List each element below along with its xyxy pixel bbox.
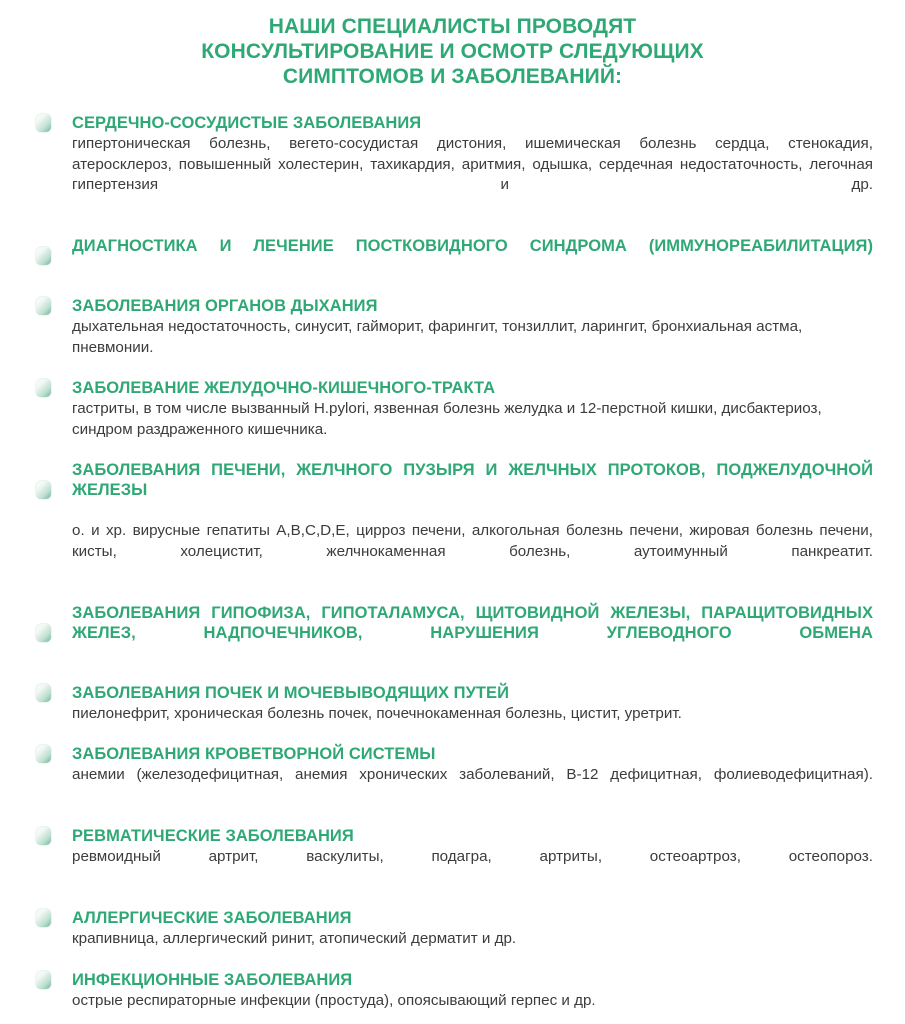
list-item-body: гастриты, в том числе вызванный H.pylori, язвенная болезнь желудка и 12-перстной кишки, дисбактериоз, синдром раздраженного кишечника. [72, 400, 822, 438]
rounded-square-bullet-icon [36, 827, 51, 845]
rounded-square-bullet-icon [36, 379, 51, 397]
list-item-body: гипертоническая болезнь, вегето-сосудистая дистония, ишемическая болезнь сердца, стенокадия, атеросклероз, повышенный холестерин, тахикардия, аритмия, одышка, сердечная недостаточность, легочная гипертензия и др. [72, 135, 873, 193]
rounded-square-bullet-icon [36, 297, 51, 315]
list-item-body: крапивница, аллергический ринит, атопический дерматит и др. [72, 930, 517, 947]
page-title-line-3: СИМПТОМОВ И ЗАБОЛЕВАНИЙ: [282, 65, 623, 88]
list-item-body: пиелонефрит, хроническая болезнь почек, почечнокаменная болезнь, цистит, уретрит. [72, 704, 682, 722]
list-item-heading: ЗАБОЛЕВАНИЯ ПЕЧЕНИ, ЖЕЛЧНОГО ПУЗЫРЯ И ЖЕЛЧНЫХ ПРОТОКОВ, ПОДЖЕЛУДОЧНОЙ ЖЕЛЕЗЫ [72, 461, 873, 499]
list-item-body: анемии (железодефицитная, анемия хронических заболеваний, В-12 дефицитная, фолиеводефицитная). [72, 766, 873, 783]
rounded-square-bullet-icon [36, 624, 51, 642]
list-item-heading: СЕРДЕЧНО-СОСУДИСТЫЕ ЗАБОЛЕВАНИЯ [72, 114, 422, 132]
list-item-heading: ЗАБОЛЕВАНИЯ ОРГАНОВ ДЫХАНИЯ [72, 297, 378, 315]
list-item-heading: ЗАБОЛЕВАНИЯ ГИПОФИЗА, ГИПОТАЛАМУСА, ЩИТОВИДНОЙ ЖЕЛЕЗЫ, ПАРАЩИТОВИДНЫХ ЖЕЛЕЗ, НАДПОЧЕЧНИКОВ, НАРУШЕНИЯ УГЛЕВОДНОГО ОБМЕНА [72, 603, 873, 642]
list-item-body: острые респираторные инфекции (простуда), опоясывающий герпес и др. [72, 991, 596, 1009]
list-item [0, 826, 905, 888]
list-item [0, 236, 905, 276]
rounded-square-bullet-icon [36, 684, 51, 702]
rounded-square-bullet-icon [36, 971, 51, 989]
rounded-square-bullet-icon [36, 481, 51, 499]
list-item-body: ревмоидный артрит, васкулиты, подагра, артриты, остеоартроз, остеопороз. [72, 848, 873, 865]
page-title-line-2: КОНСУЛЬТИРОВАНИЕ И ОСМОТР СЛЕДУЮЩИХ [201, 40, 704, 63]
page-title [0, 0, 905, 89]
list-item-heading: ИНФЕКЦИОННЫЕ ЗАБОЛЕВАНИЯ [72, 970, 353, 989]
rounded-square-bullet-icon [36, 247, 51, 265]
list-item [0, 296, 905, 358]
rounded-square-bullet-icon [36, 909, 51, 927]
list-item [0, 683, 905, 725]
list-item [0, 603, 905, 663]
list-item-heading: АЛЛЕРГИЧЕСКИЕ ЗАБОЛЕВАНИЯ [72, 909, 352, 927]
list-item [0, 460, 905, 583]
list-item [0, 744, 905, 806]
rounded-square-bullet-icon [36, 114, 51, 132]
list-item [0, 908, 905, 950]
list-item [0, 113, 905, 216]
list-item [0, 378, 905, 440]
conditions-list [0, 113, 905, 1011]
list-item-heading: РЕВМАТИЧЕСКИЕ ЗАБОЛЕВАНИЯ [72, 827, 354, 845]
list-item-heading: ЗАБОЛЕВАНИЕ ЖЕЛУДОЧНО-КИШЕЧНОГО-ТРАКТА [72, 379, 496, 397]
page-title-line-1: НАШИ СПЕЦИАЛИСТЫ ПРОВОДЯТ [268, 15, 637, 38]
list-item [0, 970, 905, 1012]
list-item-heading: ДИАГНОСТИКА И ЛЕЧЕНИЕ ПОСТКОВИДНОГО СИНДРОМА (ИММУНОРЕАБИЛИТАЦИЯ) [72, 237, 873, 255]
rounded-square-bullet-icon [36, 745, 51, 763]
list-item-body: о. и хр. вирусные гепатиты A,B,C,D,E, цирроз печени, алкогольная болезнь печени, жировая болезнь печени, кисты, холецистит, желчнокаменная болезнь, аутоимунный панкреатит. [72, 522, 873, 560]
list-item-heading: ЗАБОЛЕВАНИЯ ПОЧЕК И МОЧЕВЫВОДЯЩИХ ПУТЕЙ [72, 683, 510, 702]
list-item-body: дыхательная недостаточность, синусит, гайморит, фарингит, тонзиллит, ларингит, бронхиальная астма, пневмонии. [72, 318, 803, 356]
list-item-heading: ЗАБОЛЕВАНИЯ КРОВЕТВОРНОЙ СИСТЕМЫ [72, 745, 436, 763]
